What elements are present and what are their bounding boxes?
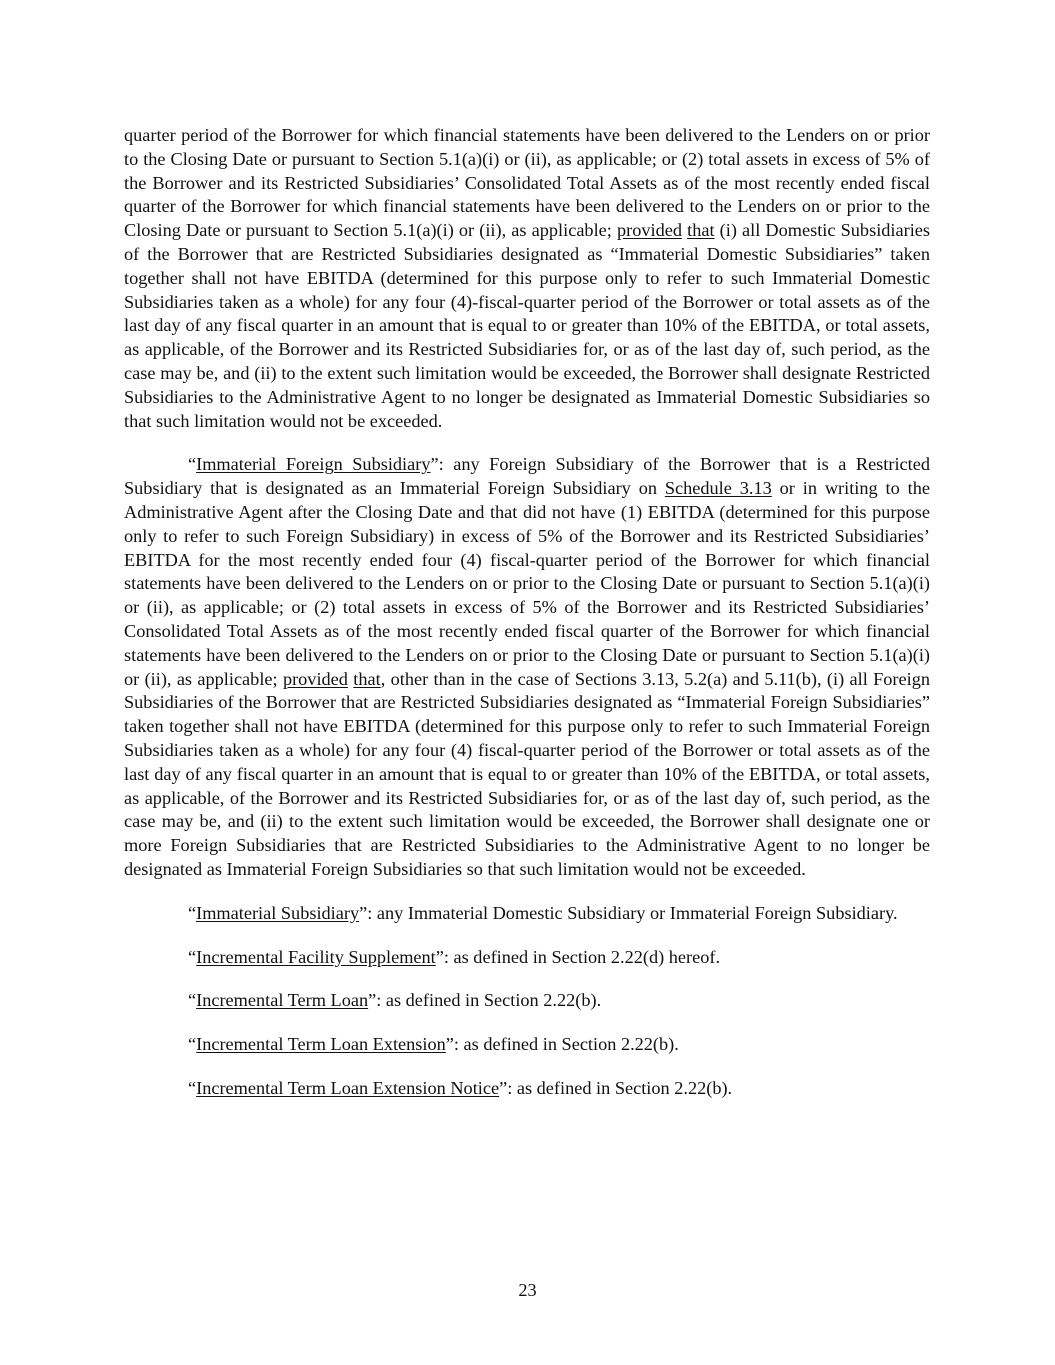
- open-quote: “: [188, 990, 197, 1011]
- definition-incremental-term-loan-extension: [124, 1033, 930, 1057]
- text-run: ”: as defined in Section 2.22(b).: [368, 990, 602, 1011]
- page-number: 23: [518, 1280, 537, 1300]
- open-quote: “: [188, 1034, 197, 1055]
- text-run: quarter period of the Borrower for which financial statements have been delivered to the Lenders on or prior to the Closing Date or pursuant to Section 5.1(a)(i) or (ii), as applicable; or (2) total assets in excess of 5% of the Borrower and its Restricted Subsidiaries’ Consolidated Total Assets as of the most recently ended fiscal quarter of the Borrower for which financial statements have been delivered to the Lenders on or prior to the Closing Date or pursuant to Section 5.1(a)(i) or (ii), as applicable;: [124, 125, 930, 241]
- definition-immaterial-subsidiary: [124, 902, 930, 926]
- defined-term: Immaterial Foreign Subsidiary: [196, 454, 431, 475]
- document-body: [124, 124, 930, 1121]
- underlined-term: that: [687, 220, 715, 241]
- open-quote: “: [188, 902, 197, 923]
- open-quote: “: [188, 1077, 197, 1098]
- text-run: , other than in the case of Sections 3.13, 5.2(a) and 5.11(b), (i) all Foreign Subsidiaries of the Borrower that are Restricted Subsidiaries designated as “Immaterial Foreign Subsidiaries” taken together shall not have EBITDA (determined for this purpose only to refer to such Immaterial Foreign Subsidiaries taken as a whole) for any four (4) fiscal-quarter period of the Borrower or total assets as of the last day of any fiscal quarter in an amount that is equal to or greater than 10% of the EBITDA, or total assets, as applicable, of the Borrower and its Restricted Subsidiaries for, or as of the last day of, such period, as the case may be, and (ii) to the extent such limitation would be exceeded, the Borrower shall designate one or more Foreign Subsidiaries that are Restricted Subsidiaries to the Administrative Agent to no longer be designated as Immaterial Foreign Subsidiaries so that such limitation would not be exceeded.: [124, 668, 930, 879]
- defined-term: Incremental Facility Supplement: [196, 946, 436, 967]
- definition-incremental-term-loan: [124, 989, 930, 1013]
- text-run: ”: as defined in Section 2.22(d) hereof.: [435, 946, 721, 967]
- definition-incremental-facility-supplement: [124, 946, 930, 970]
- open-quote: “: [188, 946, 197, 967]
- open-quote: “: [188, 454, 197, 475]
- text-run: (i) all Domestic Subsidiaries of the Borrower that are Restricted Subsidiaries designated as “Immaterial Domestic Subsidiaries” taken together shall not have EBITDA (determined for this purpose only to refer to such Immaterial Domestic Subsidiaries taken as a whole) for any four (4)-fiscal-quarter period of the Borrower or total assets as of the last day of any fiscal quarter in an amount that is equal to or greater than 10% of the EBITDA, or total assets, as applicable, of the Borrower and its Restricted Subsidiaries for, or as of the last day of, such period, as the case may be, and (ii) to the extent such limitation would be exceeded, the Borrower shall designate Restricted Subsidiaries to the Administrative Agent to no longer be designated as Immaterial Domestic Subsidiaries so that such limitation would not be exceeded.: [124, 220, 930, 431]
- text-run: or in writing to the Administrative Agent after the Closing Date and that did not have (1) EBITDA (determined for this purpose only to refer to such Foreign Subsidiary) in excess of 5% of the Borrower and its Restricted Subsidiaries’ EBITDA for the most recently ended four (4) fiscal-quarter period of the Borrower for which financial statements have been delivered to the Lenders on or prior to the Closing Date or pursuant to Section 5.1(a)(i) or (ii), as applicable; or (2) total assets in excess of 5% of the Borrower and its Restricted Subsidiaries’ Consolidated Total Assets as of the most recently ended fiscal quarter of the Borrower for which financial statements have been delivered to the Lenders on or prior to the Closing Date or pursuant to Section 5.1(a)(i) or (ii), as applicable;: [124, 478, 930, 689]
- underlined-term: provided: [282, 668, 348, 689]
- defined-term: Incremental Term Loan Extension: [196, 1034, 446, 1055]
- underlined-term: Schedule 3.13: [664, 478, 772, 499]
- defined-term: Incremental Term Loan Extension Notice: [196, 1077, 500, 1098]
- definition-incremental-term-loan-extension-notice: [124, 1077, 930, 1101]
- defined-term: Incremental Term Loan: [196, 990, 369, 1011]
- text-run: ”: any Immaterial Domestic Subsidiary or Immaterial Foreign Subsidiary.: [359, 902, 898, 923]
- underlined-term: provided: [616, 220, 682, 241]
- definition-immaterial-foreign-subsidiary: [124, 453, 930, 881]
- text-run: ”: any Foreign Subsidiary of the Borrower that is a Restricted Subsidiary that is designated as an Immaterial Foreign Subsidiary on: [124, 454, 930, 499]
- text-run: ”: as defined in Section 2.22(b).: [445, 1034, 679, 1055]
- underlined-term: that: [353, 668, 381, 689]
- text-run: ”: as defined in Section 2.22(b).: [499, 1077, 733, 1098]
- defined-term: Immaterial Subsidiary: [196, 902, 360, 923]
- paragraph-immaterial-domestic-continued: [124, 124, 930, 433]
